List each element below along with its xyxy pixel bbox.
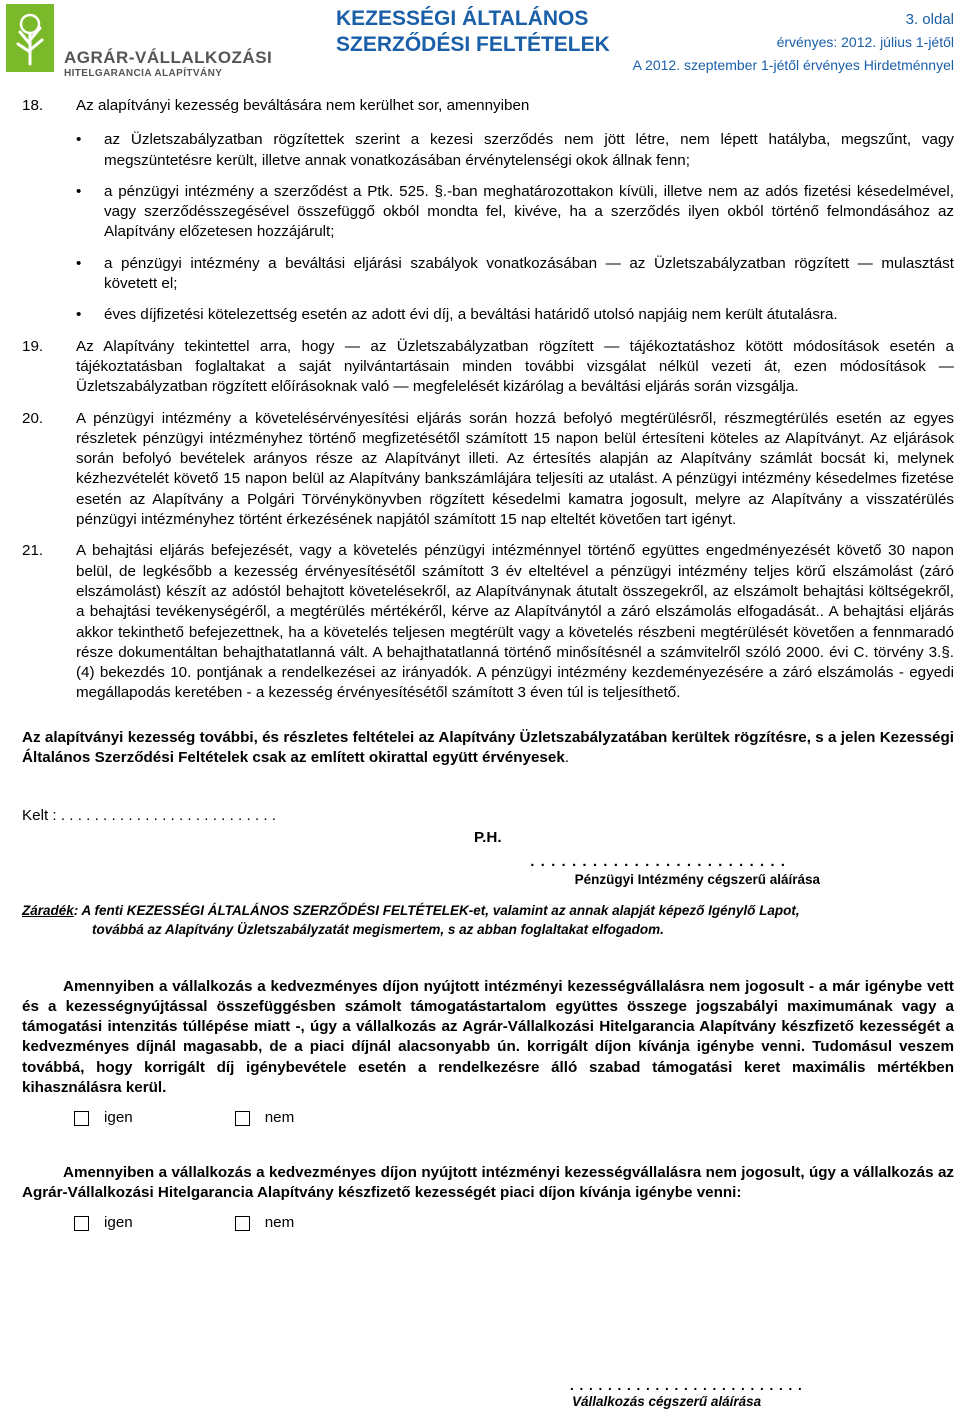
section-text: A behajtási eljárás befejezését, vagy a követelés pénzügyi intézménnyel történő együttes engedményezését követő 30 napon belül, de legkésőbb a kezesség érvényesítésétől számított 3 év elteltével a pénzügyi intézmény teljes körű elszámolást (záró elszámolást) készít az adóstól behajtott követelésekről, az Alapítványnak átutalt összegekről, az elszámolt behajtási költségekről, a behajtási tevékenységéről, a megtérülés mértékéről, kérve az Alapítványtól a záró elszámolás elfogadását.. A behajtási eljárás akkor tekinthető befejezettnek, ha a követelés teljesen megtérült vagy a követelés részbeni megtérülését követően a fennmaradó része dokumentáltan behajthatatlanná vált. A behajthatatlanná történő minősítésnél a számvitelről szóló 2000. évi C. törvény 3.§. (4) bekezdés 10. pontjának a rendelkezései az irányadók. A pénzügyi intézmény kezdeményezésére a záró elszámolás - egyedi megállapodás keretében - a kezesség érvényesítésétől számított 3 éven túl is teljesíthető. [76,542,954,702]
section-text: A pénzügyi intézmény a követelésérvényesítési eljárás során hozzá befolyó megtérülésről, részmegtérülés esetén az egyes részletek pénzügyi intézményhez történő megfizetésétől számított 15 napon belül értesíteni köteles az Alapítványt. Az eljárások során befolyó bevételek arányos része az Alapítványt illeti. Az értesítés alapján az Alapítvány számlát bocsát ki, melynek kézhezvételét követő 15 napon belül az Alapítvány bankszámlájára teljesíti az utalást. A pénzügyi intézmény késedelmes fizetése esetén az Alapítvány a Polgári Törvénykönyvben rögzített késedelmi kamatra jogosult, melyre az Alapítvány a visszatérülés pénzügyi intézményhez történt érkezésének napjától számított 15 nap elteltét követően tart igényt. [76,409,954,529]
logo-name: AGRÁR-VÁLLALKOZÁSI [64,48,273,67]
checkbox-icon[interactable] [74,1111,89,1126]
checkbox-label: igen [104,1109,133,1127]
foundation-logo [6,4,273,79]
checkbox-label: igen [104,1214,133,1232]
option-1-yes-checkbox[interactable] [74,1108,133,1128]
validity-date: érvényes: 2012. július 1-jétől [776,34,954,50]
clause-line-2: továbbá az Alapítvány Üzletszabályzatát megismertem, s az abban foglaltakat elfogadom. [92,921,664,937]
signature-dots: . . . . . . . . . . . . . . . . . . . . . . . . . [530,852,786,870]
header-meta [633,8,954,77]
clause-section [22,901,954,939]
checkbox-label: nem [264,1214,295,1232]
option-1-no-checkbox[interactable] [235,1108,295,1128]
section-number: 20. [22,409,44,427]
page-number: 3. oldal [905,11,954,28]
section-number: 21. [22,542,44,560]
clause-line-1: : A fenti KEZESSÉGI ÁLTALÁNOS SZERZŐDÉSI FELTÉTELEK-et, valamint az annak alapját képező Igénylő Lapot, [73,902,800,918]
closing-end: . [564,749,569,767]
stamp-placeholder: P.H. [474,828,502,846]
section-18-heading [22,96,954,116]
page-header [0,0,960,88]
list-item: • a pénzügyi intézmény a beváltási eljárási szabályok vonatkozásában — az Üzletszabályzatban rögzített — mulasztást követett el; [22,254,954,295]
section-text: Az alapítványi kezesség beváltására nem kerülhet sor, amennyiben [76,97,530,114]
checkbox-label: nem [264,1109,295,1127]
option-2-no-checkbox[interactable] [235,1213,295,1233]
section-text: Az Alapítvány tekintettel arra, hogy — az Üzletszabályzatban rögzített — tájékoztatáshoz kötött módosítások esetén a tájékoztatásban foglaltakat a saját nyilvántartásain minden további vizsgálat nélkül vezeti át, ezen módosítások — Üzletszabályzatban rögzített előírásoknak való — megfelelését kizárólag a beváltási eljárás során vizsgálja. [76,337,954,396]
option-2-text: Amennyiben a vállalkozás a kedvezményes díjon nyújtott intézményi kezességvállalásra nem jogosult, úgy a vállalkozás az Agrár-Vállalkozási Hitelgarancia Alapítvány készfizető kezességét piaci díjon kívánja igénybe venni: [22,1163,954,1201]
condition-list [22,130,954,325]
list-item: • éves díjfizetési kötelezettség esetén az adott évi díj, a beváltási határidő utolsó napjáig nem került átutalásra. [22,305,954,325]
logo-subtitle: HITELGARANCIA ALAPÍTVÁNY [64,68,223,79]
checkbox-icon[interactable] [235,1111,250,1126]
document-body [22,96,954,1233]
document-title-line-1: KEZESSÉGI ÁLTALÁNOS [336,7,589,30]
document-title-line-2: SZERZŐDÉSI FELTÉTELEK [336,33,610,56]
option-2-choices [22,1213,954,1233]
option-2-yes-checkbox[interactable] [74,1213,133,1233]
clause-label: Záradék [22,902,74,918]
list-item: • a pénzügyi intézmény a szerződést a Ptk. 525. §.-ban meghatározottakon kívüli, illetve nem az adós fizetési késedelmével, vagy szerződésszegésével összefüggő okból mondta fel, kivéve, ha a szerződés ilyen okból történő felmondásához az Alapítvány előzetesen hozzájárult; [22,182,954,243]
checkbox-icon[interactable] [74,1216,89,1231]
company-signature-caption: Vállalkozás cégszerű aláírása [572,1394,762,1409]
date-line: Kelt : . . . . . . . . . . . . . . . . . . . . . . . . . . [22,807,277,825]
option-1-text: Amennyiben a vállalkozás a kedvezményes díjon nyújtott intézményi kezességvállalásra nem jogosult - a már igénybe vett és a kezességnyújtással összefüggésben számolt támogatástartalom együttes összege jogszabályi maximumának vagy a támogatási intenzitás túllépése miatt -, úgy a vállalkozás az Agrár-Vállalkozási Hitelgarancia Alapítvány készfizető kezességét a kedvezményes díjnál magasabb, de a piaci díjnál alacsonyabb ún. korrigált díjon kívánja igénybe venni. Tudomásul veszem továbbá, hogy korrigált díj igénybevétele esetén a rendelkezésre álló szabad támogatási keret maximális mértékben kihasználásra kerül. [22,977,954,1096]
section-21 [22,541,954,703]
section-20 [22,409,954,531]
section-18 [22,96,954,326]
closing-bold: Az alapítványi kezesség további, és részletes feltételei az Alapítvány Üzletszabályzatában kerültek rögzítésre, s a jelen Kezességi Általános Szerződési Feltételek csak az említett okirattal együtt érvényesek [22,728,954,767]
section-number: 18. [22,97,44,114]
logo-emblem-icon [6,4,62,74]
section-19 [22,337,954,398]
signature-caption: Pénzügyi Intézmény cégszerű aláírása [574,872,820,888]
option-1-choices [22,1108,954,1128]
section-number: 19. [22,337,44,355]
notice-reference: A 2012. szeptember 1-jétől érvényes Hirdetménnyel [632,57,954,73]
closing-statement [22,728,954,769]
checkbox-icon[interactable] [235,1216,250,1231]
list-item: • az Üzletszabályzatban rögzítettek szerint a kezesi szerződés nem jött létre, nem lépett hatályba, megszűnt, vagy megszüntetésre került, illetve annak vonatkozásában érvénytelenségi okok állnak fenn; [22,130,954,171]
company-signature-dots: . . . . . . . . . . . . . . . . . . . . . . . . . [570,1378,803,1393]
document-title [336,6,610,58]
